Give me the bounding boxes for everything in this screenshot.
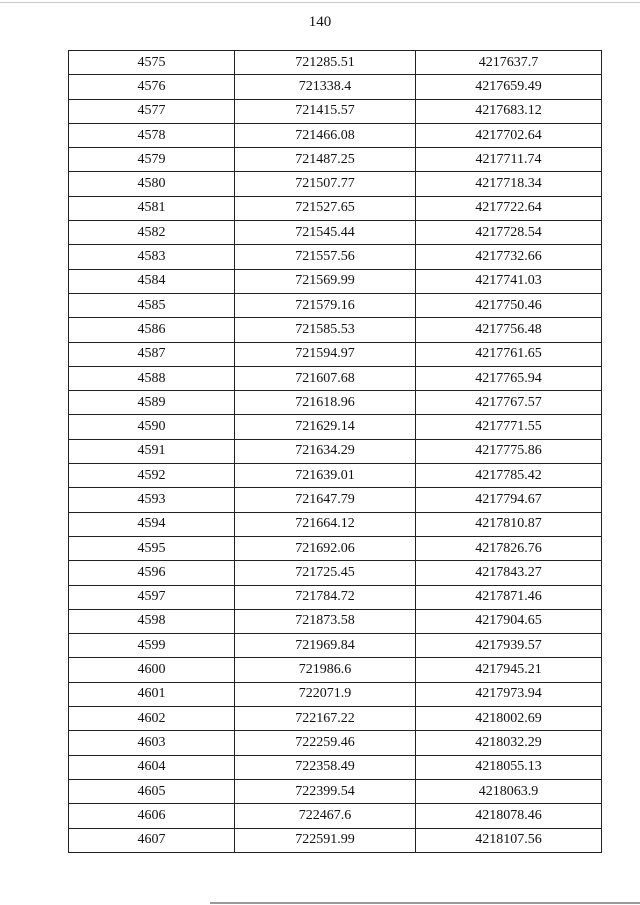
y-coordinate-cell: 4218055.13	[416, 755, 602, 779]
table-row	[69, 51, 602, 75]
table-row	[69, 366, 602, 390]
y-coordinate-cell: 4217756.48	[416, 318, 602, 342]
point-number-cell: 4582	[69, 221, 235, 245]
point-number-cell: 4580	[69, 172, 235, 196]
x-coordinate-cell: 721664.12	[235, 512, 416, 536]
page-bottom-edge	[210, 902, 640, 904]
point-number-cell: 4597	[69, 585, 235, 609]
x-coordinate-cell: 721969.84	[235, 634, 416, 658]
point-number-cell: 4586	[69, 318, 235, 342]
point-number-cell: 4602	[69, 707, 235, 731]
point-number-cell: 4593	[69, 488, 235, 512]
table-row	[69, 658, 602, 682]
point-number-cell: 4594	[69, 512, 235, 536]
point-number-cell: 4589	[69, 391, 235, 415]
table-row	[69, 488, 602, 512]
point-number-cell: 4604	[69, 755, 235, 779]
x-coordinate-cell: 722071.9	[235, 682, 416, 706]
table-row	[69, 439, 602, 463]
point-number-cell: 4592	[69, 464, 235, 488]
y-coordinate-cell: 4217761.65	[416, 342, 602, 366]
x-coordinate-cell: 721415.57	[235, 99, 416, 123]
point-number-cell: 4591	[69, 439, 235, 463]
table-row	[69, 585, 602, 609]
y-coordinate-cell: 4217843.27	[416, 561, 602, 585]
point-number-cell: 4576	[69, 75, 235, 99]
table-row	[69, 561, 602, 585]
point-number-cell: 4601	[69, 682, 235, 706]
table-row	[69, 318, 602, 342]
x-coordinate-cell: 722167.22	[235, 707, 416, 731]
x-coordinate-cell: 721725.45	[235, 561, 416, 585]
table-row	[69, 415, 602, 439]
y-coordinate-cell: 4218107.56	[416, 828, 602, 852]
point-number-cell: 4579	[69, 148, 235, 172]
y-coordinate-cell: 4217939.57	[416, 634, 602, 658]
x-coordinate-cell: 721579.16	[235, 293, 416, 317]
x-coordinate-cell: 721557.56	[235, 245, 416, 269]
point-number-cell: 4598	[69, 609, 235, 633]
y-coordinate-cell: 4218078.46	[416, 804, 602, 828]
y-coordinate-cell: 4217973.94	[416, 682, 602, 706]
x-coordinate-cell: 721639.01	[235, 464, 416, 488]
table-row	[69, 123, 602, 147]
point-number-cell: 4583	[69, 245, 235, 269]
table-row	[69, 245, 602, 269]
point-number-cell: 4588	[69, 366, 235, 390]
y-coordinate-cell: 4217728.54	[416, 221, 602, 245]
x-coordinate-cell: 721487.25	[235, 148, 416, 172]
y-coordinate-cell: 4217810.87	[416, 512, 602, 536]
table-row	[69, 755, 602, 779]
point-number-cell: 4581	[69, 196, 235, 220]
table-row	[69, 172, 602, 196]
point-number-cell: 4603	[69, 731, 235, 755]
point-number-cell: 4595	[69, 536, 235, 560]
point-number-cell: 4578	[69, 123, 235, 147]
x-coordinate-cell: 721986.6	[235, 658, 416, 682]
x-coordinate-cell: 721585.53	[235, 318, 416, 342]
x-coordinate-cell: 721634.29	[235, 439, 416, 463]
table-row	[69, 512, 602, 536]
table-row	[69, 293, 602, 317]
y-coordinate-cell: 4217722.64	[416, 196, 602, 220]
table-row	[69, 779, 602, 803]
point-number-cell: 4606	[69, 804, 235, 828]
x-coordinate-cell: 722259.46	[235, 731, 416, 755]
x-coordinate-cell: 722467.6	[235, 804, 416, 828]
table-row	[69, 682, 602, 706]
y-coordinate-cell: 4217765.94	[416, 366, 602, 390]
x-coordinate-cell: 721507.77	[235, 172, 416, 196]
x-coordinate-cell: 721692.06	[235, 536, 416, 560]
table-row	[69, 148, 602, 172]
point-number-cell: 4605	[69, 779, 235, 803]
y-coordinate-cell: 4217871.46	[416, 585, 602, 609]
table-row	[69, 196, 602, 220]
table-row	[69, 731, 602, 755]
x-coordinate-cell: 721569.99	[235, 269, 416, 293]
y-coordinate-cell: 4217826.76	[416, 536, 602, 560]
x-coordinate-cell: 721647.79	[235, 488, 416, 512]
table-row	[69, 391, 602, 415]
y-coordinate-cell: 4217659.49	[416, 75, 602, 99]
point-number-cell: 4599	[69, 634, 235, 658]
y-coordinate-cell: 4218032.29	[416, 731, 602, 755]
x-coordinate-cell: 721285.51	[235, 51, 416, 75]
table-row	[69, 75, 602, 99]
table-row	[69, 707, 602, 731]
y-coordinate-cell: 4217945.21	[416, 658, 602, 682]
table-row	[69, 464, 602, 488]
y-coordinate-cell: 4217794.67	[416, 488, 602, 512]
y-coordinate-cell: 4217683.12	[416, 99, 602, 123]
point-number-cell: 4596	[69, 561, 235, 585]
x-coordinate-cell: 721527.65	[235, 196, 416, 220]
x-coordinate-cell: 721784.72	[235, 585, 416, 609]
x-coordinate-cell: 721545.44	[235, 221, 416, 245]
y-coordinate-cell: 4217718.34	[416, 172, 602, 196]
x-coordinate-cell: 721607.68	[235, 366, 416, 390]
x-coordinate-cell: 721466.08	[235, 123, 416, 147]
point-number-cell: 4587	[69, 342, 235, 366]
table-row	[69, 342, 602, 366]
point-number-cell: 4585	[69, 293, 235, 317]
y-coordinate-cell: 4217785.42	[416, 464, 602, 488]
table-row	[69, 609, 602, 633]
y-coordinate-cell: 4217767.57	[416, 391, 602, 415]
table-row	[69, 828, 602, 852]
x-coordinate-cell: 722358.49	[235, 755, 416, 779]
coordinates-table	[68, 50, 602, 853]
x-coordinate-cell: 721338.4	[235, 75, 416, 99]
table-row	[69, 269, 602, 293]
point-number-cell: 4607	[69, 828, 235, 852]
table-row	[69, 804, 602, 828]
y-coordinate-cell: 4217711.74	[416, 148, 602, 172]
point-number-cell: 4600	[69, 658, 235, 682]
point-number-cell: 4590	[69, 415, 235, 439]
y-coordinate-cell: 4218002.69	[416, 707, 602, 731]
x-coordinate-cell: 722591.99	[235, 828, 416, 852]
y-coordinate-cell: 4217637.7	[416, 51, 602, 75]
y-coordinate-cell: 4218063.9	[416, 779, 602, 803]
x-coordinate-cell: 721594.97	[235, 342, 416, 366]
x-coordinate-cell: 721618.96	[235, 391, 416, 415]
y-coordinate-cell: 4217741.03	[416, 269, 602, 293]
y-coordinate-cell: 4217771.55	[416, 415, 602, 439]
y-coordinate-cell: 4217904.65	[416, 609, 602, 633]
x-coordinate-cell: 721873.58	[235, 609, 416, 633]
point-number-cell: 4575	[69, 51, 235, 75]
y-coordinate-cell: 4217750.46	[416, 293, 602, 317]
table-row	[69, 536, 602, 560]
table-row	[69, 221, 602, 245]
table-row	[69, 634, 602, 658]
x-coordinate-cell: 721629.14	[235, 415, 416, 439]
y-coordinate-cell: 4217702.64	[416, 123, 602, 147]
point-number-cell: 4577	[69, 99, 235, 123]
table-row	[69, 99, 602, 123]
y-coordinate-cell: 4217732.66	[416, 245, 602, 269]
page-number: 140	[308, 14, 332, 30]
x-coordinate-cell: 722399.54	[235, 779, 416, 803]
point-number-cell: 4584	[69, 269, 235, 293]
page-top-edge	[0, 2, 640, 3]
coordinates-table-body	[69, 51, 602, 853]
y-coordinate-cell: 4217775.86	[416, 439, 602, 463]
